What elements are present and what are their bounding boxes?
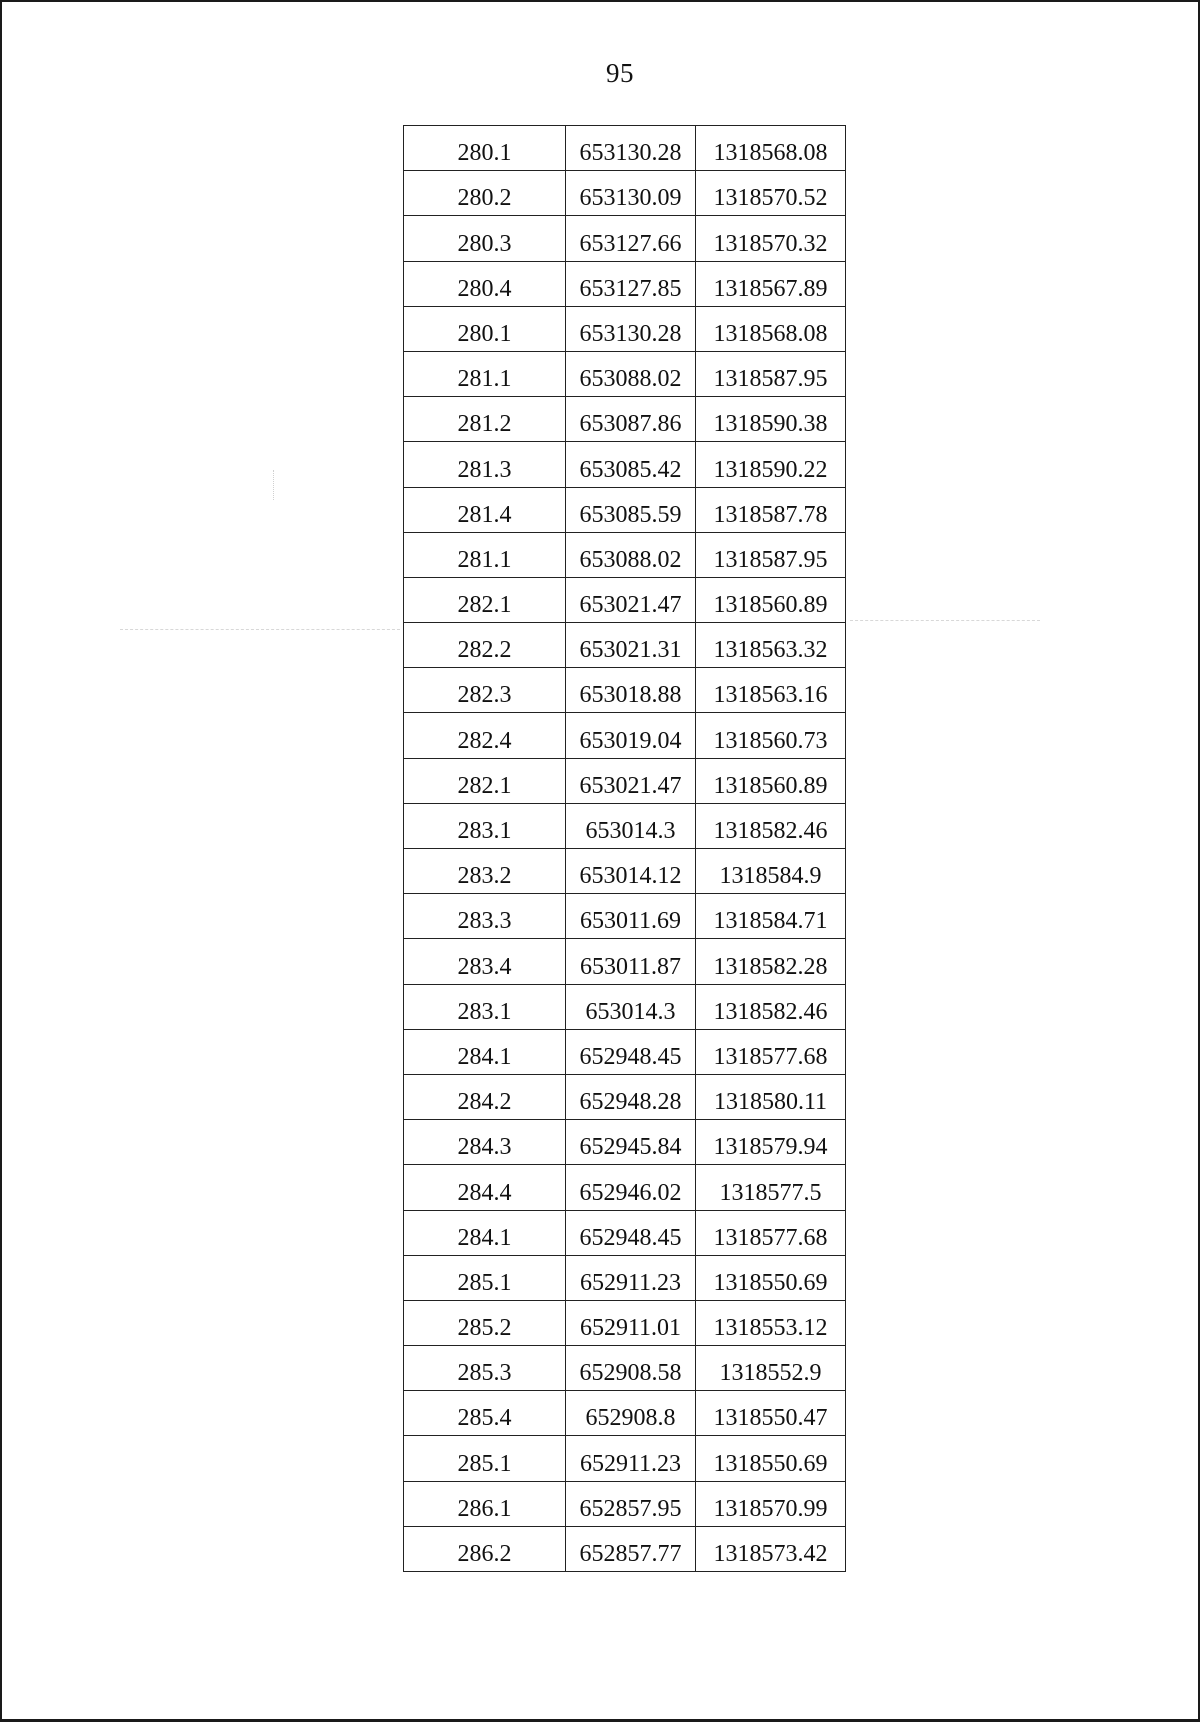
table-row bbox=[404, 713, 846, 758]
point-id-cell: 280.1 bbox=[404, 126, 566, 171]
y-coordinate-cell: 1318563.16 bbox=[696, 668, 846, 713]
y-coordinate-cell: 1318553.12 bbox=[696, 1300, 846, 1345]
x-coordinate-cell: 652857.95 bbox=[566, 1481, 696, 1526]
point-id-cell: 286.2 bbox=[404, 1526, 566, 1571]
y-coordinate-cell: 1318577.5 bbox=[696, 1165, 846, 1210]
table-row bbox=[404, 1029, 846, 1074]
point-id-cell: 285.1 bbox=[404, 1436, 566, 1481]
point-id-cell: 285.4 bbox=[404, 1391, 566, 1436]
point-id-cell: 282.1 bbox=[404, 758, 566, 803]
y-coordinate-cell: 1318550.47 bbox=[696, 1391, 846, 1436]
table-row bbox=[404, 939, 846, 984]
y-coordinate-cell: 1318570.32 bbox=[696, 216, 846, 261]
table-row bbox=[404, 1210, 846, 1255]
x-coordinate-cell: 653021.47 bbox=[566, 758, 696, 803]
point-id-cell: 280.4 bbox=[404, 261, 566, 306]
table-row bbox=[404, 1526, 846, 1571]
point-id-cell: 284.3 bbox=[404, 1120, 566, 1165]
table-row bbox=[404, 1300, 846, 1345]
point-id-cell: 281.3 bbox=[404, 442, 566, 487]
y-coordinate-cell: 1318552.9 bbox=[696, 1346, 846, 1391]
table-row bbox=[404, 1481, 846, 1526]
x-coordinate-cell: 653130.09 bbox=[566, 171, 696, 216]
x-coordinate-cell: 653130.28 bbox=[566, 126, 696, 171]
y-coordinate-cell: 1318590.22 bbox=[696, 442, 846, 487]
x-coordinate-cell: 653021.31 bbox=[566, 623, 696, 668]
x-coordinate-cell: 653014.3 bbox=[566, 984, 696, 1029]
y-coordinate-cell: 1318570.99 bbox=[696, 1481, 846, 1526]
x-coordinate-cell: 652908.8 bbox=[566, 1391, 696, 1436]
point-id-cell: 283.4 bbox=[404, 939, 566, 984]
scan-artifact-line-left bbox=[120, 629, 400, 630]
x-coordinate-cell: 653085.42 bbox=[566, 442, 696, 487]
point-id-cell: 286.1 bbox=[404, 1481, 566, 1526]
table-row bbox=[404, 758, 846, 803]
x-coordinate-cell: 653014.12 bbox=[566, 849, 696, 894]
y-coordinate-cell: 1318550.69 bbox=[696, 1255, 846, 1300]
coordinates-table-body bbox=[404, 126, 846, 1572]
x-coordinate-cell: 652946.02 bbox=[566, 1165, 696, 1210]
x-coordinate-cell: 652911.23 bbox=[566, 1436, 696, 1481]
table-row bbox=[404, 1436, 846, 1481]
point-id-cell: 280.1 bbox=[404, 306, 566, 351]
point-id-cell: 284.2 bbox=[404, 1074, 566, 1119]
y-coordinate-cell: 1318587.95 bbox=[696, 532, 846, 577]
point-id-cell: 284.1 bbox=[404, 1210, 566, 1255]
table-row bbox=[404, 984, 846, 1029]
x-coordinate-cell: 652911.23 bbox=[566, 1255, 696, 1300]
x-coordinate-cell: 653011.69 bbox=[566, 894, 696, 939]
x-coordinate-cell: 653088.02 bbox=[566, 351, 696, 396]
point-id-cell: 283.3 bbox=[404, 894, 566, 939]
point-id-cell: 284.4 bbox=[404, 1165, 566, 1210]
y-coordinate-cell: 1318577.68 bbox=[696, 1210, 846, 1255]
x-coordinate-cell: 653127.85 bbox=[566, 261, 696, 306]
page-number: 95 bbox=[606, 58, 634, 88]
x-coordinate-cell: 652908.58 bbox=[566, 1346, 696, 1391]
point-id-cell: 281.1 bbox=[404, 532, 566, 577]
y-coordinate-cell: 1318563.32 bbox=[696, 623, 846, 668]
y-coordinate-cell: 1318590.38 bbox=[696, 397, 846, 442]
table-row bbox=[404, 442, 846, 487]
table-row bbox=[404, 1120, 846, 1165]
y-coordinate-cell: 1318570.52 bbox=[696, 171, 846, 216]
table-row bbox=[404, 577, 846, 622]
y-coordinate-cell: 1318560.89 bbox=[696, 577, 846, 622]
point-id-cell: 281.1 bbox=[404, 351, 566, 396]
table-row bbox=[404, 126, 846, 171]
point-id-cell: 282.3 bbox=[404, 668, 566, 713]
table-row bbox=[404, 1391, 846, 1436]
x-coordinate-cell: 652945.84 bbox=[566, 1120, 696, 1165]
point-id-cell: 280.3 bbox=[404, 216, 566, 261]
point-id-cell: 282.2 bbox=[404, 623, 566, 668]
point-id-cell: 281.4 bbox=[404, 487, 566, 532]
y-coordinate-cell: 1318568.08 bbox=[696, 306, 846, 351]
point-id-cell: 280.2 bbox=[404, 171, 566, 216]
y-coordinate-cell: 1318587.95 bbox=[696, 351, 846, 396]
table-row bbox=[404, 351, 846, 396]
point-id-cell: 283.1 bbox=[404, 803, 566, 848]
y-coordinate-cell: 1318573.42 bbox=[696, 1526, 846, 1571]
point-id-cell: 285.1 bbox=[404, 1255, 566, 1300]
y-coordinate-cell: 1318550.69 bbox=[696, 1436, 846, 1481]
point-id-cell: 284.1 bbox=[404, 1029, 566, 1074]
x-coordinate-cell: 653085.59 bbox=[566, 487, 696, 532]
x-coordinate-cell: 653127.66 bbox=[566, 216, 696, 261]
table-row bbox=[404, 803, 846, 848]
point-id-cell: 282.1 bbox=[404, 577, 566, 622]
table-row bbox=[404, 1165, 846, 1210]
x-coordinate-cell: 652948.45 bbox=[566, 1210, 696, 1255]
table-row bbox=[404, 1074, 846, 1119]
x-coordinate-cell: 653130.28 bbox=[566, 306, 696, 351]
x-coordinate-cell: 652857.77 bbox=[566, 1526, 696, 1571]
y-coordinate-cell: 1318584.71 bbox=[696, 894, 846, 939]
point-id-cell: 285.2 bbox=[404, 1300, 566, 1345]
table-row bbox=[404, 171, 846, 216]
y-coordinate-cell: 1318582.46 bbox=[696, 803, 846, 848]
x-coordinate-cell: 652948.45 bbox=[566, 1029, 696, 1074]
x-coordinate-cell: 652911.01 bbox=[566, 1300, 696, 1345]
point-id-cell: 283.2 bbox=[404, 849, 566, 894]
table-row bbox=[404, 306, 846, 351]
table-row bbox=[404, 668, 846, 713]
y-coordinate-cell: 1318560.73 bbox=[696, 713, 846, 758]
scan-artifact-mark bbox=[273, 470, 274, 500]
y-coordinate-cell: 1318582.46 bbox=[696, 984, 846, 1029]
x-coordinate-cell: 653011.87 bbox=[566, 939, 696, 984]
y-coordinate-cell: 1318568.08 bbox=[696, 126, 846, 171]
x-coordinate-cell: 653014.3 bbox=[566, 803, 696, 848]
y-coordinate-cell: 1318560.89 bbox=[696, 758, 846, 803]
y-coordinate-cell: 1318584.9 bbox=[696, 849, 846, 894]
table-row bbox=[404, 216, 846, 261]
y-coordinate-cell: 1318580.11 bbox=[696, 1074, 846, 1119]
x-coordinate-cell: 653088.02 bbox=[566, 532, 696, 577]
y-coordinate-cell: 1318579.94 bbox=[696, 1120, 846, 1165]
table-row bbox=[404, 261, 846, 306]
point-id-cell: 285.3 bbox=[404, 1346, 566, 1391]
x-coordinate-cell: 652948.28 bbox=[566, 1074, 696, 1119]
y-coordinate-cell: 1318582.28 bbox=[696, 939, 846, 984]
table-row bbox=[404, 487, 846, 532]
coordinates-table bbox=[403, 125, 846, 1572]
y-coordinate-cell: 1318587.78 bbox=[696, 487, 846, 532]
point-id-cell: 282.4 bbox=[404, 713, 566, 758]
table-row bbox=[404, 1346, 846, 1391]
table-row bbox=[404, 1255, 846, 1300]
point-id-cell: 283.1 bbox=[404, 984, 566, 1029]
x-coordinate-cell: 653021.47 bbox=[566, 577, 696, 622]
y-coordinate-cell: 1318577.68 bbox=[696, 1029, 846, 1074]
point-id-cell: 281.2 bbox=[404, 397, 566, 442]
scan-artifact-line-right bbox=[850, 620, 1040, 621]
table-row bbox=[404, 532, 846, 577]
table-row bbox=[404, 849, 846, 894]
table-row bbox=[404, 894, 846, 939]
x-coordinate-cell: 653019.04 bbox=[566, 713, 696, 758]
x-coordinate-cell: 653087.86 bbox=[566, 397, 696, 442]
x-coordinate-cell: 653018.88 bbox=[566, 668, 696, 713]
table-row bbox=[404, 397, 846, 442]
table-row bbox=[404, 623, 846, 668]
y-coordinate-cell: 1318567.89 bbox=[696, 261, 846, 306]
